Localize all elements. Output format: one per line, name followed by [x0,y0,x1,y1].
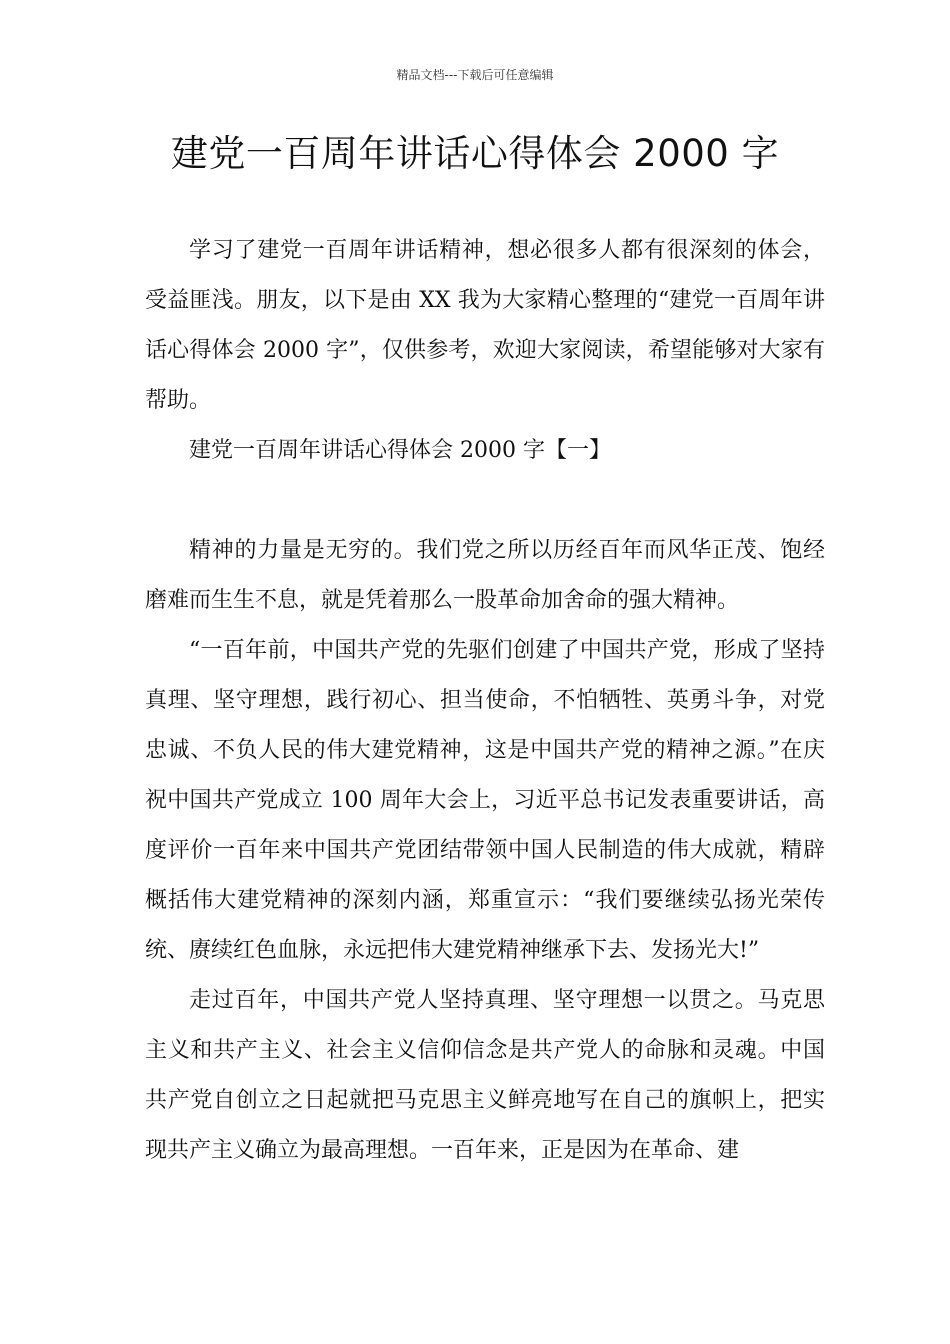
page-header: 精品文档---下载后可任意编辑 [396,68,554,82]
document-title: 建党一百周年讲话心得体会 2000 字 [170,132,780,175]
body-paragraph-1: 精神的力量是无穷的。我们党之所以历经百年而风华正茂、饱经磨难而生生不息，就是凭着那么一股革命加舍命的强大精神。 [145,538,825,613]
intro-section [145,226,825,476]
body-paragraph-3: 走过百年，中国共产党人坚持真理、坚守理想一以贯之。马克思主义和共产主义、社会主义信仰信念是共产党人的命脉和灵魂。中国共产党自创立之日起就把马克思主义鲜亮地写在自己的旗帜上，把实现共产主义确立为最高理想。一百年来，正是因为在革命、建 [145,988,825,1163]
main-section [145,526,825,1176]
section-heading: 建党一百周年讲话心得体会 2000 字【一】 [189,438,611,463]
intro-paragraph: 学习了建党一百周年讲话精神，想必很多人都有很深刻的体会，受益匪浅。朋友，以下是由 XX 我为大家精心整理的“建党一百周年讲话心得体会 2000 字”，仅供参考，欢迎大家阅读，希望能够对大家有帮助。 [145,238,825,413]
body-paragraph-2: “一百年前，中国共产党的先驱们创建了中国共产党，形成了坚持真理、坚守理想，践行初心、担当使命，不怕牺牲、英勇斗争，对党忠诚、不负人民的伟大建党精神，这是中国共产党的精神之源。”在庆祝中国共产党成立 100 周年大会上，习近平总书记发表重要讲话，高度评价一百年来中国共产党团结带领中国人民制造的伟大成就，精辟概括伟大建党精神的深刻内涵，郑重宣示：“我们要继续弘扬光荣传统、赓续红色血脉，永远把伟大建党精神继承下去、发扬光大!” [145,638,825,963]
